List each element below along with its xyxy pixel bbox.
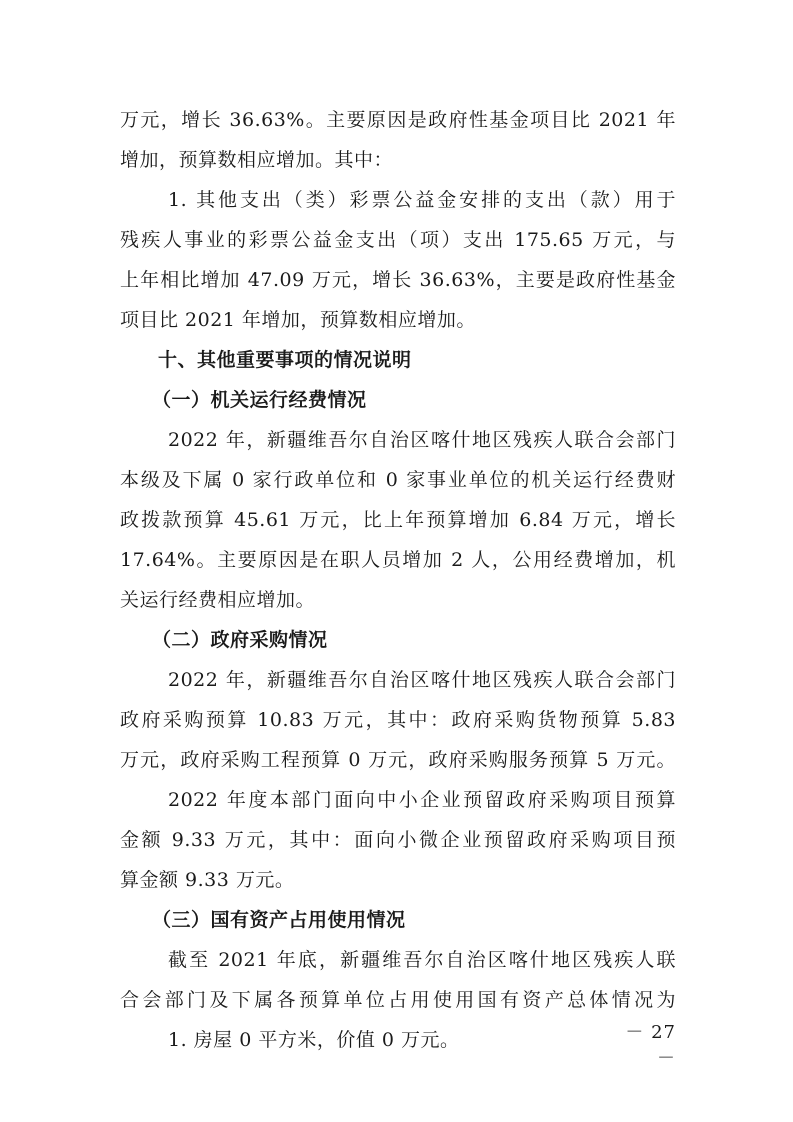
- body-text-line: 截至 2021 年底，新疆维吾尔自治区喀什地区残疾人联: [168, 949, 676, 971]
- body-text-line: 残疾人事业的彩票公益金支出（项）支出 175.65 万元，与: [120, 229, 676, 251]
- subsection-heading: （二）政府采购情况: [152, 629, 328, 651]
- body-text-line: 1. 房屋 0 平方米，价值 0 万元。: [168, 1029, 460, 1051]
- body-text-line: 算金额 9.33 万元。: [120, 869, 295, 891]
- body-text-line: 2022 年，新疆维吾尔自治区喀什地区残疾人联合会部门: [168, 429, 676, 451]
- section-heading: 十、其他重要事项的情况说明: [158, 349, 412, 371]
- body-text-line: 合会部门及下属各预算单位占用使用国有资产总体情况为: [120, 989, 676, 1011]
- body-text-line: 2022 年，新疆维吾尔自治区喀什地区残疾人联合会部门: [168, 669, 676, 691]
- body-text-line: 17.64%。主要原因是在职人员增加 2 人，公用经费增加，机: [120, 549, 676, 571]
- body-text-line: 项目比 2021 年增加，预算数相应增加。: [120, 309, 476, 331]
- body-text-line: 关运行经费相应增加。: [120, 589, 316, 611]
- page-number: － 27 －: [625, 1022, 676, 1069]
- body-text-line: 金额 9.33 万元，其中：面向小微企业预留政府采购项目预: [120, 829, 676, 851]
- body-text-line: 本级及下属 0 家行政单位和 0 家事业单位的机关运行经费财: [120, 469, 676, 491]
- body-text-line: 1. 其他支出（类）彩票公益金安排的支出（款）用于: [168, 189, 676, 211]
- body-text-line: 万元，增长 36.63%。主要原因是政府性基金项目比 2021 年: [120, 109, 676, 131]
- subsection-heading: （一）机关运行经费情况: [152, 389, 367, 411]
- body-text-line: 政拨款预算 45.61 万元，比上年预算增加 6.84 万元，增长: [120, 509, 676, 531]
- body-text-line: 上年相比增加 47.09 万元，增长 36.63%，主要是政府性基金: [120, 269, 676, 291]
- body-text-line: 增加，预算数相应增加。其中：: [120, 149, 394, 171]
- body-text-line: 万元，政府采购工程预算 0 万元，政府采购服务预算 5 万元。: [120, 749, 676, 771]
- body-text-line: 政府采购预算 10.83 万元，其中：政府采购货物预算 5.83: [120, 709, 676, 731]
- subsection-heading: （三）国有资产占用使用情况: [152, 909, 406, 931]
- body-text-line: 2022 年度本部门面向中小企业预留政府采购项目预算: [168, 789, 676, 811]
